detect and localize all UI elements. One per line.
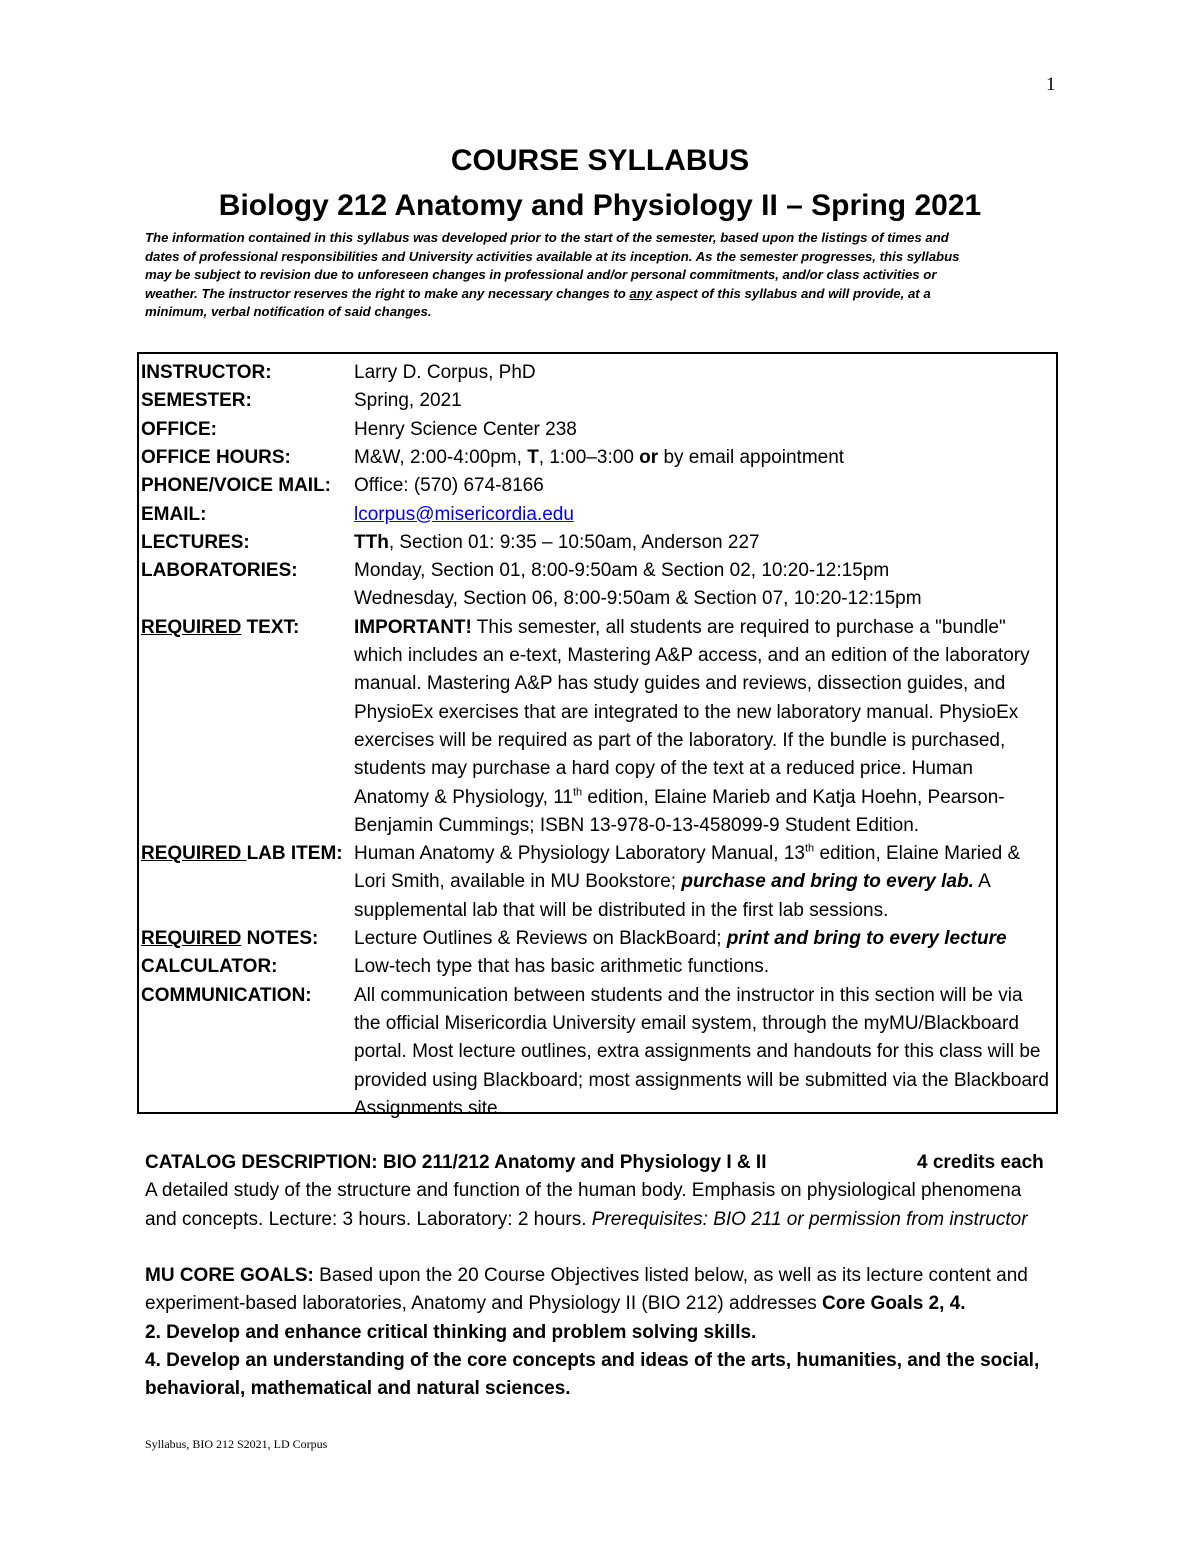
required-text-line: Benjamin Cummings; ISBN 13-978-0-13-458099-9 Student Edition.	[354, 814, 920, 836]
office-hours-label: OFFICE HOURS:	[141, 446, 291, 468]
email-value	[354, 501, 1059, 529]
catalog-line: A detailed study of the structure and function of the human body. Emphasis on physiological phenomena	[145, 1180, 1022, 1202]
semester-label: SEMESTER:	[141, 390, 252, 412]
calculator-value: Low-tech type that has basic arithmetic functions.	[354, 956, 770, 978]
core-goals-intro	[145, 1262, 1028, 1290]
hours-text: by email appointment	[658, 446, 845, 468]
instructor-label: INSTRUCTOR:	[141, 362, 272, 383]
label-text: LAB ITEM:	[246, 843, 343, 865]
text-content: and concepts. Lecture: 3 hours. Laboratory: 2 hours.	[145, 1208, 592, 1230]
required-text-line: manual. Mastering A&P has study guides and reviews, dissection guides, and	[354, 673, 1006, 695]
important-label: IMPORTANT!	[354, 616, 472, 638]
required-text-line	[354, 784, 1059, 812]
communication-line: Assignments site.	[354, 1097, 503, 1119]
required-text-line: students may purchase a hard copy of the text at a reduced price. Human	[354, 758, 973, 780]
hours-text: M&W, 2:00-4:00pm,	[354, 446, 528, 468]
lab-item-line: supplemental lab that will be distributed in the first lab sessions.	[354, 899, 889, 921]
phone-label: PHONE/VOICE MAIL:	[141, 475, 332, 497]
email-link[interactable]: lcorpus@misericordia.edu	[354, 503, 574, 525]
syllabus-notice	[145, 229, 1050, 322]
catalog-heading: CATALOG DESCRIPTION: BIO 211/212 Anatomy and Physiology I & II	[145, 1152, 767, 1173]
core-goal-4: 4. Develop an understanding of the core concepts and ideas of the arts, humanities, and the social,	[145, 1349, 1040, 1371]
lectures-label: LECTURES:	[141, 531, 250, 553]
office-label: OFFICE:	[141, 418, 217, 440]
lab-item-label	[141, 840, 343, 868]
prerequisites: Prerequisites: BIO 211 or permission from instructor	[591, 1208, 1028, 1230]
text-content: Anatomy & Physiology, 11	[354, 786, 573, 808]
email-label: EMAIL:	[141, 503, 207, 525]
lectures-value	[354, 529, 1059, 557]
emphasis: print and bring to every lecture	[726, 928, 1007, 949]
hours-or: or	[639, 446, 659, 468]
laboratories-line-2: Wednesday, Section 06, 8:00-9:50am & Section 07, 10:20-12:15pm	[354, 588, 922, 610]
calculator-label: CALCULATOR:	[141, 956, 278, 978]
page-footer: Syllabus, BIO 212 S2021, LD Corpus	[145, 1437, 328, 1451]
notes-label	[141, 925, 318, 953]
emphasis: purchase and bring to every lab.	[681, 871, 974, 893]
core-goals-line	[145, 1290, 966, 1318]
label-text: TEXT:	[241, 616, 300, 638]
notice-line: minimum, verbal notification of said changes.	[145, 304, 432, 320]
office-value: Henry Science Center 238	[354, 418, 577, 440]
communication-line: portal. Most lecture outlines, extra assignments and handouts for this class will be	[354, 1041, 1041, 1063]
label-text: NOTES:	[241, 928, 319, 949]
required-underlined: REQUIRED	[141, 843, 247, 865]
lecture-days: TTh	[354, 531, 389, 553]
required-text-line: PhysioEx exercises that are integrated to the new laboratory manual. PhysioEx	[354, 701, 1019, 723]
communication-label: COMMUNICATION:	[141, 984, 312, 1006]
notice-line: The information contained in this syllabus was developed prior to the start of the semester, based upon the listings of times and	[145, 230, 949, 245]
communication-line: the official Misericordia University email system, through the myMU/Blackboard	[354, 1012, 1019, 1034]
lab-item-line	[354, 840, 1059, 868]
communication-line: All communication between students and the instructor in this section will be via	[354, 984, 1023, 1006]
text-content: edition, Elaine Marieb and Katja Hoehn, Pearson-	[582, 786, 1005, 808]
notice-text: aspect of this syllabus and will provide, at a	[652, 285, 931, 301]
notice-line: may be subject to revision due to unforeseen changes in professional and/or personal commitments, and/or class activities or	[145, 267, 937, 283]
lab-item-line	[354, 868, 1059, 896]
notes-value	[354, 925, 1059, 953]
text-content: Human Anatomy & Physiology Laboratory Manual, 13	[354, 843, 805, 865]
core-goals-numbers: Core Goals 2, 4.	[821, 1293, 966, 1315]
superscript: th	[804, 842, 815, 855]
office-hours-value	[354, 444, 1059, 472]
hours-text: , 1:00–3:00	[538, 446, 640, 468]
required-text-line: exercises will be required as part of the laboratory. If the bundle is purchased,	[354, 729, 1006, 751]
page-title: COURSE SYLLABUS	[450, 144, 750, 177]
text-content: experiment-based laboratories, Anatomy and Physiology II (BIO 212) addresses	[145, 1293, 822, 1315]
notice-line	[145, 285, 1050, 304]
semester-value: Spring, 2021	[354, 390, 462, 412]
notice-underlined-word: any	[629, 285, 653, 301]
course-info-box	[137, 352, 1058, 1119]
required-text-label	[141, 614, 299, 642]
text-content: A	[973, 871, 991, 893]
core-goal-4-continued: behavioral, mathematical and natural sciences.	[145, 1378, 571, 1400]
hours-day: T	[527, 446, 539, 468]
required-text-content: This semester, all students are required to purchase a "bundle"	[471, 616, 1006, 638]
required-underlined: REQUIRED	[141, 616, 242, 638]
core-goals-heading: MU CORE GOALS:	[145, 1265, 314, 1286]
laboratories-line-1: Monday, Section 01, 8:00-9:50am & Section 02, 10:20-12:15pm	[354, 560, 890, 582]
required-underlined: REQUIRED	[141, 928, 242, 949]
text-content: Lecture Outlines & Reviews on BlackBoard;	[354, 928, 727, 949]
required-text-line	[354, 614, 1059, 642]
notice-text: weather. The instructor reserves the right to make any necessary changes to	[145, 285, 630, 301]
notice-line: dates of professional responsibilities and University activities available at its inception. As the semester progresses, this syllabus	[145, 248, 960, 264]
communication-line: provided using Blackboard; most assignments will be submitted via the Blackboard	[354, 1069, 1049, 1091]
required-text-line: which includes an e-text, Mastering A&P access, and an edition of the laboratory	[354, 645, 1030, 666]
course-title: Biology 212 Anatomy and Physiology II – Spring 2021	[218, 189, 982, 222]
text-content: Lori Smith, available in MU Bookstore;	[354, 871, 682, 893]
catalog-credits: 4 credits each	[917, 1152, 1044, 1173]
laboratories-label: LABORATORIES:	[141, 560, 298, 582]
superscript: th	[572, 786, 583, 799]
instructor-value: Larry D. Corpus, PhD	[354, 362, 536, 383]
phone-value: Office: (570) 674-8166	[354, 475, 544, 497]
catalog-line	[145, 1206, 1028, 1234]
text-content: Based upon the 20 Course Objectives listed below, as well as its lecture content and	[313, 1265, 1028, 1286]
text-content: edition, Elaine Maried &	[814, 843, 1021, 865]
lecture-details: , Section 01: 9:35 – 10:50am, Anderson 227	[388, 531, 760, 553]
core-goal-2: 2. Develop and enhance critical thinking and problem solving skills.	[145, 1321, 757, 1343]
page-number: 1	[1046, 74, 1056, 95]
